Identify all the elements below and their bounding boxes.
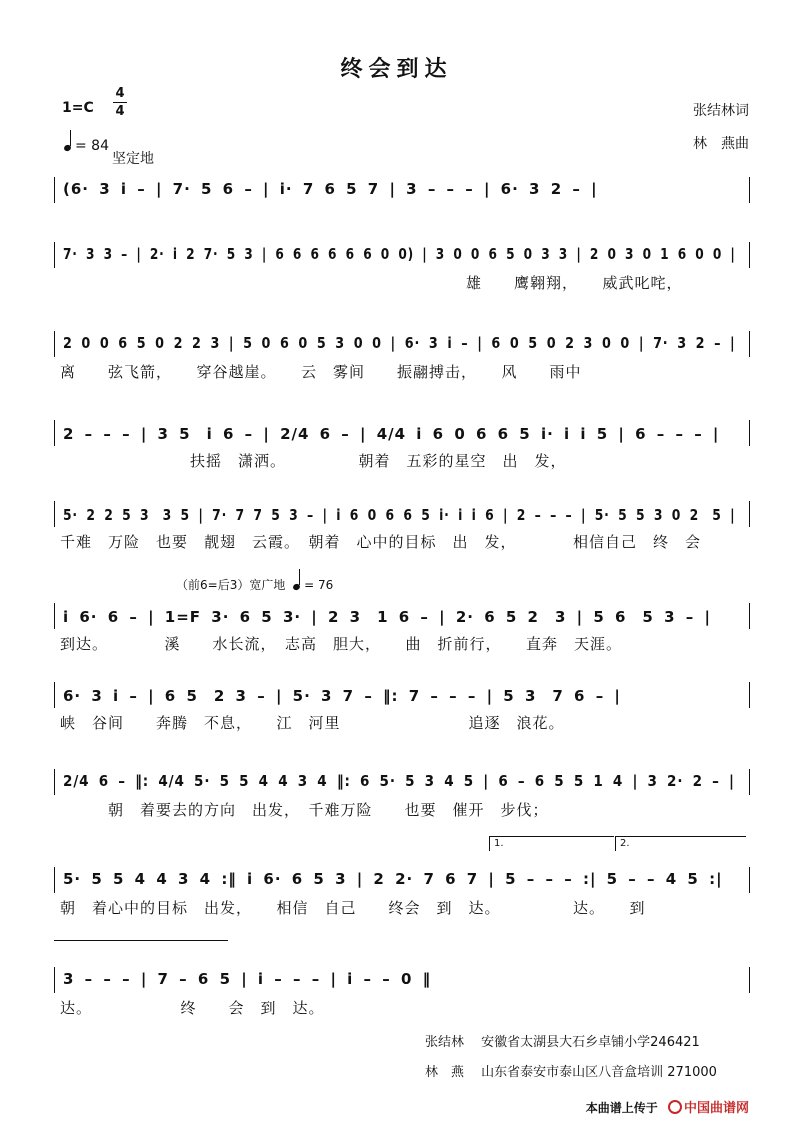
staff-line <box>54 331 750 357</box>
tempo-change-label: （前6=后3）宽广地 <box>176 578 286 592</box>
lyrics: 雄 鹰翱翔， 威武叱咤， <box>466 274 683 292</box>
expression-marking: 坚定地 <box>112 151 154 167</box>
tempo-marking <box>64 134 109 154</box>
score-row-5 <box>54 501 748 561</box>
score-row-8 <box>54 769 748 829</box>
first-ending-marker: 1. <box>494 838 504 849</box>
staff-line <box>54 177 750 203</box>
time-signature-bottom: 4 <box>115 104 125 119</box>
notation: 7· 3 3 – | 2· i 2 7· 5 3 | 6 6 6 6 6 6 0 0) | 3 0 0 6 5 0 3 3 | 2 0 3 0 1 6 0 0 | <box>63 245 736 263</box>
score-row-9 <box>54 867 748 927</box>
notation: 2/4 6 – ‖: 4/4 5· 5 5 4 4 3 4 ‖: 6 5· 5 3 4 5 | 6 – 6 5 5 1 4 | 3 2· 2 – | <box>63 772 735 790</box>
tempo-change-marking <box>176 573 333 593</box>
second-ending-bracket <box>615 836 746 851</box>
time-signature-top: 4 <box>115 86 125 101</box>
lyrics: 达。 终 会 到 达。 <box>60 999 325 1017</box>
staff-line <box>54 682 750 708</box>
separator-rule <box>54 940 228 941</box>
notation: 3 – – – | 7 – 6 5 | i – – – | i – – 0 ‖ <box>63 970 432 988</box>
time-signature <box>113 86 127 119</box>
score-row-4 <box>54 420 748 480</box>
lyrics: 离 弦飞箭， 穿谷越崖。 云 雾间 振翮搏击， 风 雨中 <box>60 363 582 381</box>
lyrics: 到达。 溪 水长流， 志高 胆大， 曲 折前行， 直奔 天涯。 <box>60 635 623 653</box>
site-name: 中国曲谱网 <box>683 1101 749 1116</box>
lyrics: 扶摇 潇洒。 朝着 五彩的星空 出 发， <box>190 452 567 470</box>
address-name: 张结林 <box>425 1035 465 1050</box>
address-text: 安徽省太湖县大石乡卓铺小学246421 <box>481 1035 700 1050</box>
tempo-change-value: = 76 <box>304 578 334 592</box>
lyrics: 峡 谷间 奔腾 不息， 江 河里 追逐 浪花。 <box>60 714 565 732</box>
time-signature-bar <box>113 102 127 103</box>
staff-line <box>54 242 750 268</box>
address-text: 山东省泰安市泰山区八音盒培训 271000 <box>481 1065 717 1080</box>
first-ending-bracket <box>489 836 614 851</box>
staff-line <box>54 420 750 446</box>
score-row-1 <box>54 177 748 237</box>
tempo-value: = 84 <box>75 138 109 154</box>
logo-icon <box>668 1100 682 1114</box>
staff-line <box>54 867 750 893</box>
note-stem <box>299 569 300 585</box>
second-ending-marker: 2. <box>620 838 630 849</box>
lyrics: 朝 着要去的方向 出发， 千难万险 也要 催开 步伐； <box>60 801 549 819</box>
note-stem <box>70 130 71 146</box>
footer-text: 本曲谱上传于 <box>585 1101 658 1115</box>
notation: 5· 2 2 5 3 3 5 | 7· 7 7 5 3 – | i 6 0 6 6 5 i· i i 6 | 2 – – – | 5· 5 5 3 0 2 5 | <box>63 506 736 524</box>
upload-footer <box>586 1097 749 1116</box>
lyricist-credit: 张结林词 <box>693 103 749 119</box>
address-line-1 <box>425 1031 700 1050</box>
key-signature: 1=C <box>62 100 94 116</box>
notation: 5· 5 5 4 4 3 4 :‖ i 6· 6 5 3 | 2 2· 7 6 7 | 5 – – – :| 5 – – 4 5 :| <box>63 870 723 888</box>
lyrics: 朝 着心中的目标 出发， 相信 自己 终会 到 达。 达。 到 <box>60 899 646 917</box>
site-logo[interactable] <box>668 1097 749 1116</box>
address-name: 林 燕 <box>425 1065 465 1080</box>
notation: i 6· 6 – | 1=F 3· 6 5 3· | 2 3 1 6 – | 2· 6 5 2 3 | 5 6 5 3 – | <box>63 608 711 626</box>
staff-line <box>54 967 750 993</box>
lyrics: 千难 万险 也要 靓翅 云霞。 朝着 心中的目标 出 发， 相信自己 终 会 <box>60 533 702 551</box>
notation: 2 0 0 6 5 0 2 2 3 | 5 0 6 0 5 3 0 0 | 6· 3 i – | 6 0 5 0 2 3 0 0 | 7· 3 2 – | <box>63 334 736 352</box>
composer-credit: 林 燕曲 <box>693 136 749 152</box>
address-line-2 <box>425 1061 717 1080</box>
score-row-7 <box>54 682 748 742</box>
staff-line <box>54 501 750 527</box>
staff-line <box>54 603 750 629</box>
score-row-6 <box>54 603 748 663</box>
score-row-10 <box>54 967 748 1027</box>
score-row-2 <box>54 242 748 302</box>
notation: 6· 3 i – | 6 5 2 3 – | 5· 3 7 – ‖: 7 – – – | 5 3 7 6 – | <box>63 687 621 705</box>
score-row-3 <box>54 331 748 391</box>
notation: (6· 3 i – | 7· 5 6 – | i· 7 6 5 7 | 3 – – – | 6· 3 2 – | <box>63 180 598 198</box>
notation: 2 – – – | 3 5 i 6 – | 2/4 6 – | 4/4 i 6 0 6 6 5 i· i i 5 | 6 – – – | <box>63 425 720 443</box>
staff-line <box>54 769 750 795</box>
song-title: 终会到达 <box>340 57 453 82</box>
